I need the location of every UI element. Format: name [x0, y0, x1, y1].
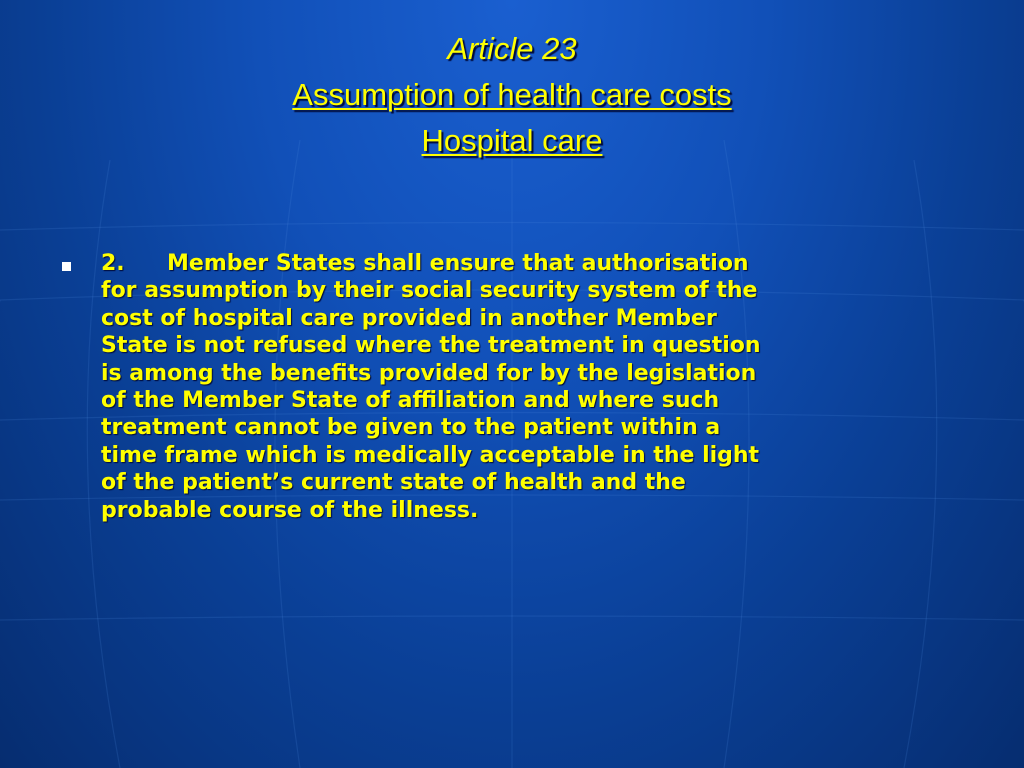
section-heading-text: Hospital care — [421, 123, 603, 158]
bullet-square-icon — [62, 262, 71, 271]
bullet-line: is among the benefits provided for by the legislation — [101, 360, 757, 386]
bullet-line: time frame which is medically acceptable in the light — [101, 442, 760, 468]
bullet-line: cost of hospital care provided in another Member — [101, 305, 717, 331]
article-subtitle-text: Assumption of health care costs — [292, 77, 732, 112]
bullet-line: for assumption by their social security system of the — [101, 278, 758, 304]
bullet-line: treatment cannot be given to the patient within a — [101, 415, 721, 441]
bullet-line: of the Member State of affiliation and where such — [101, 388, 720, 414]
article-heading: Article 23 — [447, 31, 577, 66]
section-heading — [0, 118, 1024, 164]
bullet-line: probable course of the illness. — [101, 497, 479, 523]
bullet-line: State is not refused where the treatment in question — [101, 333, 761, 359]
slide-title — [0, 26, 1024, 164]
bullet-line — [101, 250, 971, 277]
bullet-line-text: Member States shall ensure that authorisation — [167, 251, 749, 276]
article-subtitle — [0, 72, 1024, 118]
bullet-line: of the patient’s current state of health and the — [101, 470, 686, 496]
paragraph-number: 2. — [101, 251, 125, 276]
bullet-text — [101, 250, 971, 524]
